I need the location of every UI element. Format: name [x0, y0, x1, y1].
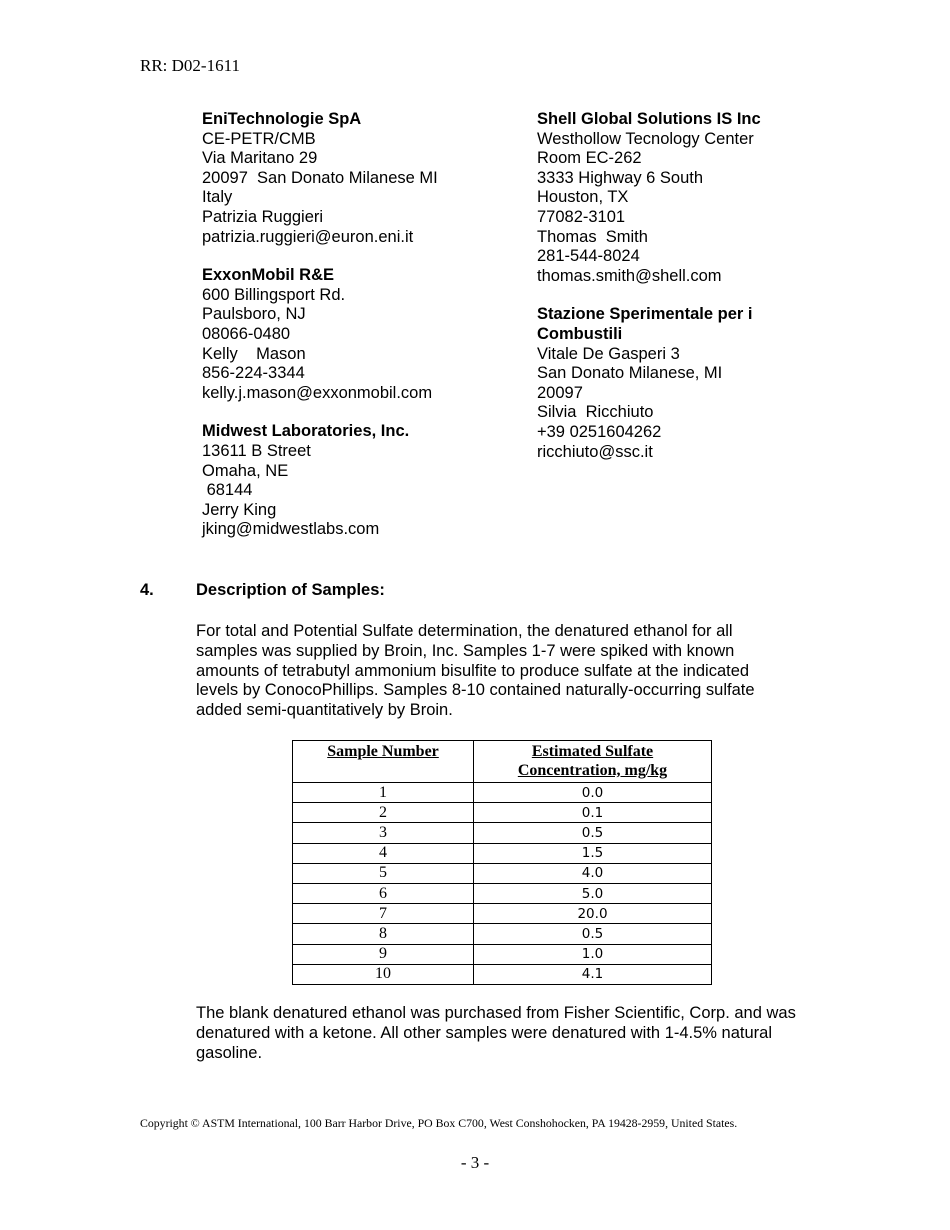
address-line: Houston, TX: [537, 188, 629, 207]
address-column-right: [537, 110, 837, 462]
contact-email: patrizia.ruggieri@euron.eni.it: [202, 227, 414, 246]
address-line: Italy: [202, 188, 233, 207]
address-line: 77082-3101: [537, 207, 626, 226]
address-column-left: [202, 110, 522, 540]
contact-phone: 281-544-8024: [537, 247, 640, 266]
address-line: CE-PETR/CMB: [202, 129, 316, 148]
sample-number-cell: 4: [293, 843, 474, 863]
sample-number-cell: 10: [293, 964, 474, 984]
contact-email: ricchiuto@ssc.it: [537, 442, 653, 461]
intro-paragraph: For total and Potential Sulfate determination, the denatured ethanol for all samples was supplied by Broin, Inc. Samples 1-7 were spiked with known amounts of tetrabutyl ammonium bisulfite to produce sulfate at the indicated levels by ConocoPhillips. Samples 8-10 contained naturally-occurring sulfate added semi-quantitatively by Broin.: [196, 622, 755, 720]
table-row: [293, 843, 712, 863]
sample-number-cell: 9: [293, 944, 474, 964]
contact-name: Jerry King: [202, 500, 277, 519]
copyright-notice: Copyright © ASTM International, 100 Barr Harbor Drive, PO Box C700, West Conshohocken, PA 19428-2959, United States.: [140, 1116, 738, 1130]
table-row: [293, 783, 712, 803]
sulfate-value-cell: 0.5: [474, 924, 712, 944]
contact-name: Thomas Smith: [537, 227, 648, 246]
sample-number-cell: 8: [293, 924, 474, 944]
sulfate-value-cell: 1.5: [474, 843, 712, 863]
sulfate-value-cell: 5.0: [474, 883, 712, 903]
col-header-sulfate: [474, 741, 712, 783]
sample-number-cell: 5: [293, 863, 474, 883]
contact-name: Silvia Ricchiuto: [537, 403, 654, 422]
sulfate-value-cell: 0.5: [474, 823, 712, 843]
address-line: Via Maritano 29: [202, 149, 318, 168]
table-row: [293, 803, 712, 823]
sulfate-value-cell: 4.1: [474, 964, 712, 984]
contact-phone: 856-224-3344: [202, 364, 305, 383]
page-number: - 3 -: [460, 1153, 490, 1172]
sample-number-cell: 1: [293, 783, 474, 803]
org-name: ExxonMobil R&E: [202, 266, 335, 285]
table-row: [293, 823, 712, 843]
table-row: [293, 863, 712, 883]
sulfate-value-cell: 20.0: [474, 904, 712, 924]
contact-phone: +39 0251604262: [537, 422, 662, 441]
table-row: [293, 924, 712, 944]
sample-number-cell: 2: [293, 803, 474, 823]
address-line: 20097: [537, 383, 583, 402]
org-name: Shell Global Solutions IS Inc: [537, 110, 761, 128]
org-name-line2: Combustili: [537, 324, 623, 343]
contact-name: Kelly Mason: [202, 344, 306, 363]
table-row: [293, 904, 712, 924]
org-name: Midwest Laboratories, Inc.: [202, 422, 410, 441]
sulfate-value-cell: 0.0: [474, 783, 712, 803]
contact-email: thomas.smith@shell.com: [537, 266, 722, 285]
table-row: [293, 883, 712, 903]
sulfate-value-cell: 1.0: [474, 944, 712, 964]
sample-number-cell: 3: [293, 823, 474, 843]
address-line: Room EC-262: [537, 149, 642, 168]
address-line: 600 Billingsport Rd.: [202, 285, 346, 304]
section-number: 4.: [140, 581, 154, 599]
address-line: San Donato Milanese, MI: [537, 364, 723, 383]
sulfate-value-cell: 0.1: [474, 803, 712, 823]
table-header-row: [293, 741, 712, 783]
contact-email: jking@midwestlabs.com: [202, 520, 380, 539]
report-id: RR: D02-1611: [140, 56, 240, 75]
closing-paragraph: The blank denatured ethanol was purchased from Fisher Scientific, Corp. and was denatured with a ketone. All other samples were denatured with 1-4.5% natural gasoline.: [196, 1004, 796, 1062]
col-header-sulfate-line2: Concentration, mg/kg: [517, 762, 668, 779]
address-line: 68144: [202, 481, 253, 500]
table-row: [293, 944, 712, 964]
section-title: Description of Samples:: [196, 581, 385, 599]
sample-number-cell: 7: [293, 904, 474, 924]
address-line: 20097 San Donato Milanese MI: [202, 168, 438, 187]
col-header-sample-number: Sample Number: [293, 741, 474, 783]
contact-name: Patrizia Ruggieri: [202, 207, 324, 226]
table-row: [293, 964, 712, 984]
address-line: 13611 B Street: [202, 441, 311, 460]
sulfate-table: [292, 740, 712, 985]
sulfate-value-cell: 4.0: [474, 863, 712, 883]
address-line: Vitale De Gasperi 3: [537, 344, 680, 363]
address-line: Omaha, NE: [202, 461, 289, 480]
address-line: 3333 Highway 6 South: [537, 168, 704, 187]
address-line: Paulsboro, NJ: [202, 305, 306, 324]
col-header-sulfate-line1: Estimated Sulfate: [531, 743, 654, 760]
org-name: EniTechnologie SpA: [202, 110, 362, 128]
address-line: Westhollow Tecnology Center: [537, 129, 754, 148]
org-name-line1: Stazione Sperimentale per i: [537, 305, 753, 324]
address-line: 08066-0480: [202, 324, 291, 343]
sample-number-cell: 6: [293, 883, 474, 903]
contact-email: kelly.j.mason@exxonmobil.com: [202, 383, 433, 402]
